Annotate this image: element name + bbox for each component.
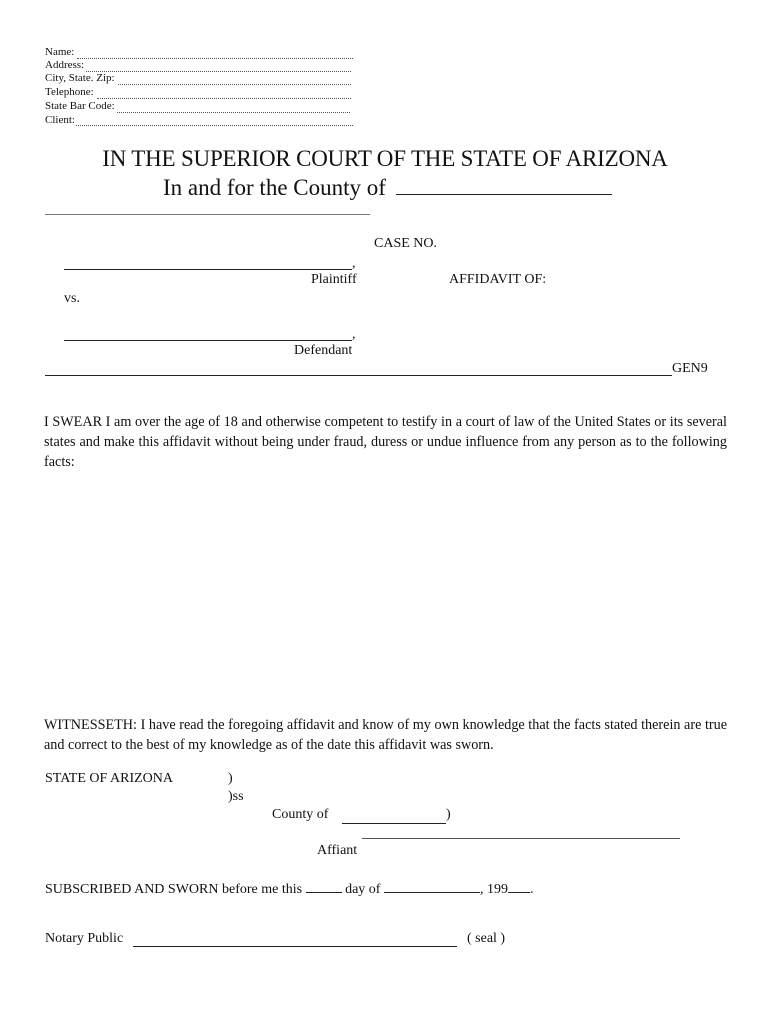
state-of-arizona-label: STATE OF ARIZONA: [45, 771, 173, 786]
notary-public-label: Notary Public: [45, 931, 124, 946]
oath-paragraph: I SWEAR I am over the age of 18 and otherwise competent to testify in a court of law of the United States or its several states and make this affidavit without being under fraud, duress or undue influence from any person as to the following facts:: [44, 414, 727, 470]
caption-bottom-rule: [45, 375, 672, 376]
defendant-name-field[interactable]: [64, 340, 352, 341]
year-prefix: , 199: [479, 882, 508, 897]
venue-county-close: ): [446, 807, 451, 822]
name-field[interactable]: [77, 58, 353, 59]
client-field[interactable]: [76, 125, 353, 126]
jurat-year-field[interactable]: [508, 878, 530, 893]
county-line: [163, 175, 612, 201]
address-field[interactable]: [86, 71, 351, 72]
telephone-field[interactable]: [97, 98, 351, 99]
name-label: Name:: [45, 46, 75, 58]
telephone-label: Telephone:: [45, 86, 94, 98]
venue-county-label: County of: [272, 807, 329, 822]
defendant-comma: ,: [352, 327, 356, 342]
affidavit-of-label: AFFIDAVIT OF:: [449, 272, 547, 287]
caption-top-rule: [45, 214, 370, 215]
city-state-zip-field[interactable]: [118, 84, 351, 85]
state-bar-code-field[interactable]: [117, 112, 350, 113]
court-title: IN THE SUPERIOR COURT OF THE STATE OF ARIZONA: [102, 146, 668, 171]
day-of-text: day of: [345, 882, 381, 897]
form-code: GEN9: [672, 361, 708, 376]
jurat-day-field[interactable]: [306, 878, 342, 893]
witnesseth-paragraph: WITNESSETH: I have read the foregoing affidavit and know of my own knowledge that the facts stated therein are true and correct to the best of my knowledge as of the date this affidavit was sworn.: [44, 717, 727, 753]
plaintiff-comma: ,: [352, 256, 356, 271]
jurat-line: [45, 878, 533, 898]
year-suffix: .: [529, 882, 534, 897]
venue-paren: ): [228, 771, 233, 786]
plaintiff-name-field[interactable]: [64, 269, 352, 270]
city-state-zip-label: City, State. Zip:: [45, 72, 115, 84]
notary-signature-field[interactable]: [133, 946, 457, 947]
vs-label: vs.: [64, 291, 80, 306]
county-line-label: In and for the County of: [163, 175, 386, 200]
address-label: Address:: [45, 59, 85, 71]
seal-label: ( seal ): [467, 931, 506, 946]
facts-area[interactable]: [44, 478, 727, 708]
case-no-label: CASE NO.: [374, 236, 438, 251]
court-county-field[interactable]: [396, 176, 612, 195]
plaintiff-label: Plaintiff: [311, 272, 357, 287]
affiant-signature-field[interactable]: [362, 838, 680, 839]
client-label: Client:: [45, 114, 75, 126]
defendant-label: Defendant: [294, 343, 353, 358]
subscribed-text: SUBSCRIBED AND SWORN before me this: [45, 882, 303, 897]
ss-label: )ss: [228, 789, 244, 804]
jurat-month-field[interactable]: [384, 878, 480, 893]
state-bar-code-label: State Bar Code:: [45, 100, 115, 112]
venue-county-field[interactable]: [342, 823, 446, 824]
affiant-label: Affiant: [317, 843, 358, 858]
